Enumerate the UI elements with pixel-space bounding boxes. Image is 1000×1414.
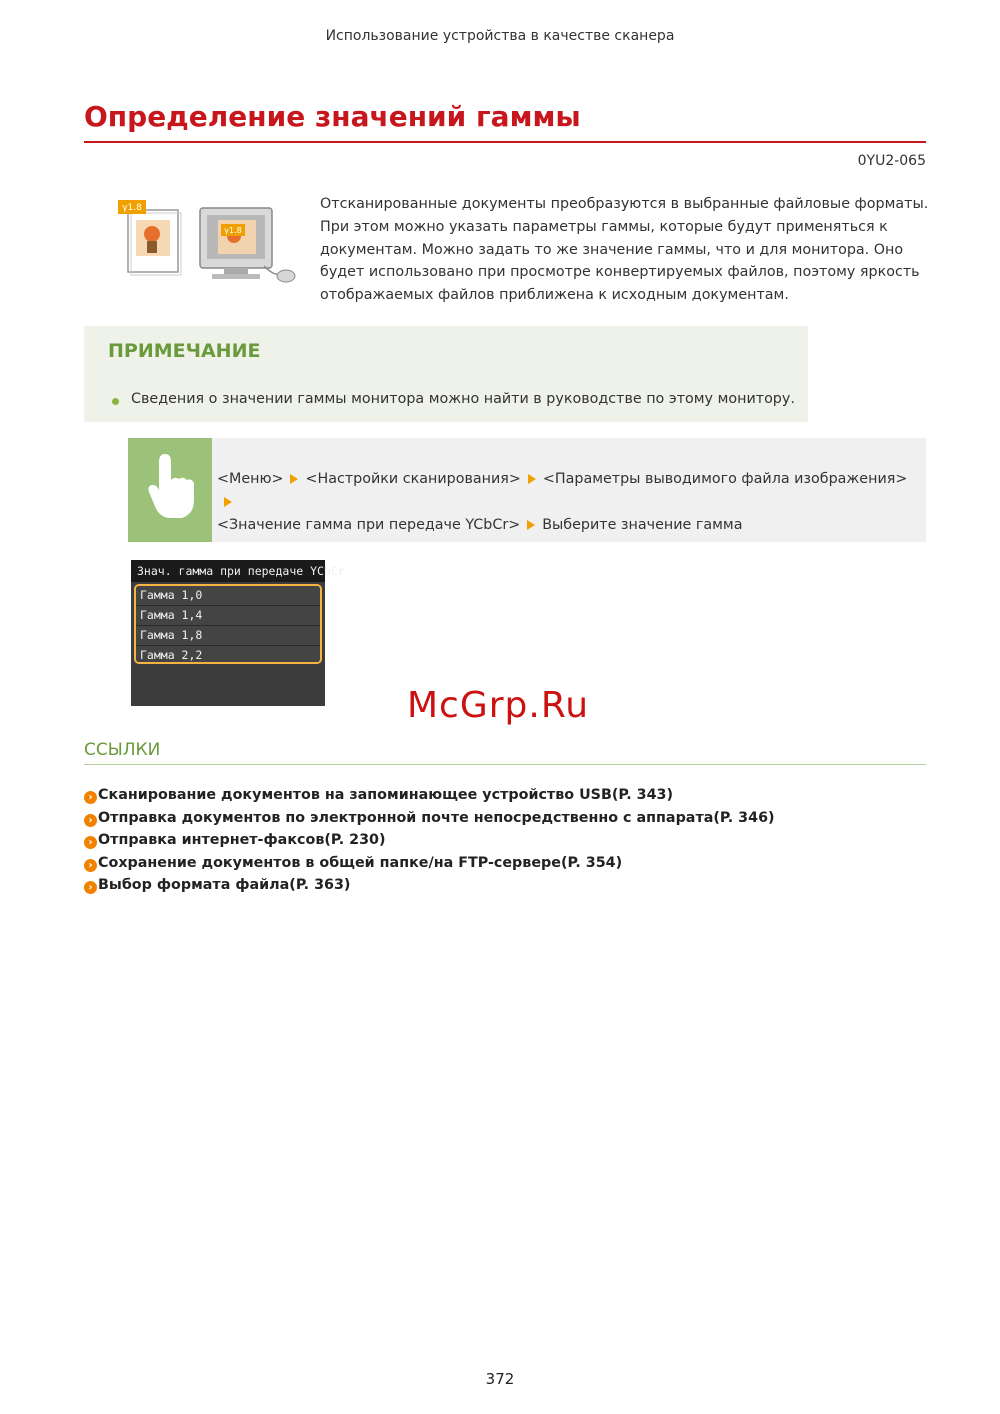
- link-text[interactable]: Выбор формата файла(P. 363): [98, 877, 351, 894]
- note-bullet: [112, 398, 119, 405]
- link-arrow-icon: ›: [84, 814, 97, 827]
- gamma-option[interactable]: Гамма 1,8: [136, 626, 320, 646]
- step-arrow-icon: [290, 474, 298, 484]
- monitor-gamma-label: γ1.8: [224, 226, 242, 235]
- gamma-option[interactable]: Гамма 1,4: [136, 606, 320, 626]
- links-divider: [84, 764, 926, 765]
- step-arrow-icon: [528, 474, 536, 484]
- link-item[interactable]: [84, 807, 944, 830]
- link-text[interactable]: Сканирование документов на запоминающее устройство USB(P. 343): [98, 787, 674, 803]
- link-text[interactable]: Сохранение документов в общей папке/на FTP-сервере(P. 354): [98, 854, 623, 871]
- step-menu: <Меню>: [217, 471, 284, 487]
- link-item[interactable]: [84, 874, 944, 897]
- step-gamma-ycbcr: <Значение гамма при передаче YCbCr>: [217, 517, 521, 533]
- procedure-hand-panel: [128, 438, 212, 542]
- monitor-icon: [200, 208, 295, 282]
- watermark: McGrp.Ru: [407, 685, 590, 726]
- link-text[interactable]: Отправка документов по электронной почте непосредственно с аппарата(P. 346): [98, 809, 775, 826]
- pointing-hand-icon: [128, 438, 212, 542]
- page-title: Определение значений гаммы: [84, 100, 581, 133]
- intro-paragraph: Отсканированные документы преобразуются в выбранные файловые форматы. При этом можно указать параметры гаммы, которые будут применяться к документам. Можно задать то же значение гаммы, что и для монитора. Оно будет использовано при просмотре конвертируемых файлов, поэтому яркость отображаемых файлов приближена к исходным документам.: [320, 196, 929, 304]
- link-item[interactable]: [84, 829, 944, 852]
- links-title: ССЫЛКИ: [84, 740, 161, 760]
- link-item[interactable]: [84, 784, 944, 807]
- link-arrow-icon: ›: [84, 836, 97, 849]
- link-arrow-icon: ›: [84, 881, 97, 894]
- link-text[interactable]: Отправка интернет-факсов(P. 230): [98, 832, 386, 849]
- gamma-option[interactable]: Гамма 1,0: [136, 586, 320, 606]
- device-screen: [131, 560, 345, 706]
- link-arrow-icon: ›: [84, 859, 97, 872]
- title-divider: [84, 141, 926, 143]
- gamma-illustration: [112, 196, 302, 288]
- document-gamma-icon: [118, 200, 181, 275]
- gamma-option[interactable]: Гамма 2,2: [136, 646, 320, 664]
- step-arrow-icon: [224, 497, 232, 507]
- links-list: [84, 784, 944, 897]
- step-output-file: <Параметры выводимого файла изображения>: [542, 471, 908, 487]
- document-code: 0YU2-065: [857, 153, 926, 169]
- link-item[interactable]: [84, 852, 944, 875]
- doc-gamma-label: γ1.8: [122, 203, 142, 213]
- screen-header: Знач. гамма при передаче YCbCr: [131, 560, 325, 582]
- note-title: ПРИМЕЧАНИЕ: [108, 340, 261, 362]
- link-arrow-icon: ›: [84, 791, 97, 804]
- note-item: Сведения о значении гаммы монитора можно найти в руководстве по этому монитору.: [131, 391, 795, 407]
- running-header: Использование устройства в качестве сканера: [325, 28, 675, 44]
- step-select-gamma: Выберите значение гамма: [542, 517, 743, 533]
- procedure-steps: [217, 468, 917, 537]
- page-number: 372: [485, 1370, 515, 1388]
- step-arrow-icon: [527, 520, 535, 530]
- step-scan-settings: <Настройки сканирования>: [305, 471, 521, 487]
- gamma-option-list: [134, 584, 322, 664]
